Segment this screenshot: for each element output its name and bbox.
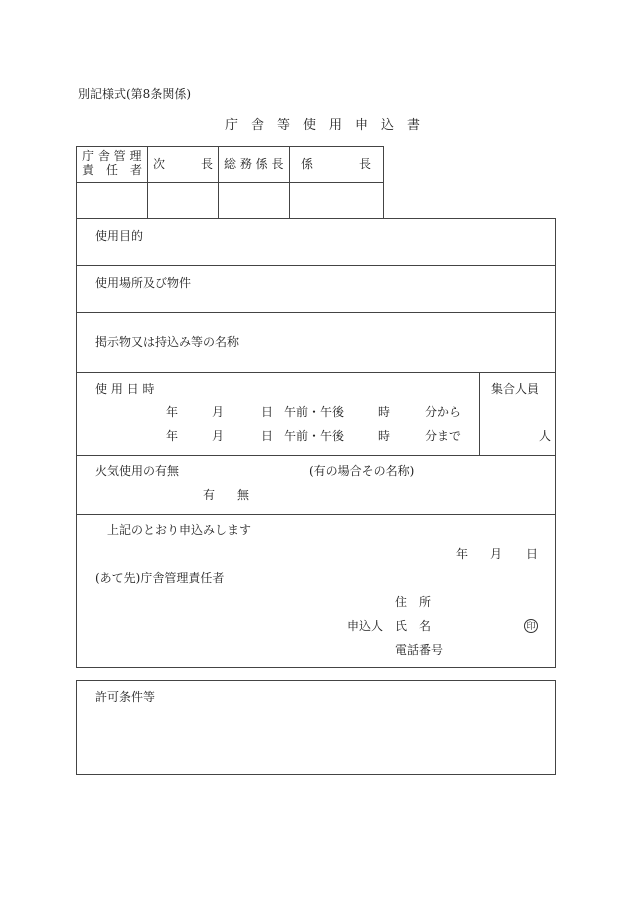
month-unit: 月 (212, 405, 225, 419)
name-label: 氏 名 (395, 619, 432, 633)
date-month-unit: 月 (490, 547, 503, 561)
minute-from-label: 分から (425, 405, 462, 419)
minute-until-label: 分まで (425, 429, 462, 443)
attendance-label: 集合人員 (491, 382, 540, 396)
fire-use-label: 火気使用の有無 (95, 464, 180, 478)
fire-yes-option: 有 (203, 488, 216, 502)
signage-label: 掲示物又は持込み等の名称 (95, 335, 240, 349)
ampm-label: 午前・午後 (284, 429, 345, 443)
ampm-label: 午前・午後 (284, 405, 345, 419)
day-unit: 日 (261, 429, 274, 443)
general-affairs-label: 総 務 係 長 (224, 157, 284, 171)
conditions-label: 許可条件等 (95, 690, 156, 704)
form-title: 庁 舎 等 使 用 申 込 書 (225, 118, 421, 133)
address-label: 住 所 (395, 595, 432, 609)
purpose-label: 使用目的 (95, 229, 144, 243)
application-statement: 上記のとおり申込みします (107, 523, 252, 537)
staff-label-first: 係 (301, 157, 314, 171)
hour-unit: 時 (378, 429, 391, 443)
month-unit: 月 (212, 429, 225, 443)
seal-icon: 印 (524, 619, 538, 633)
year-unit: 年 (166, 405, 179, 419)
manager-label-line1: 庁 舎 管 理 (82, 149, 142, 163)
day-unit: 日 (261, 405, 274, 419)
fire-use-note: (有の場合その名称) (309, 464, 415, 478)
datetime-label: 使 用 日 時 (95, 382, 155, 396)
date-day-unit: 日 (526, 547, 539, 561)
date-year-unit: 年 (456, 547, 469, 561)
fire-no-option: 無 (237, 488, 250, 502)
phone-label: 電話番号 (395, 643, 444, 657)
attendance-unit: 人 (539, 429, 552, 443)
manager-label-line2: 責 任 者 (82, 163, 143, 177)
place-label: 使用場所及び物件 (95, 276, 192, 290)
applicant-label: 申込人 (347, 619, 384, 633)
year-unit: 年 (166, 429, 179, 443)
staff-label-second: 長 (359, 157, 372, 171)
addressee: (あて先)庁舎管理責任者 (95, 571, 225, 585)
vice-label-first: 次 (153, 157, 166, 171)
hour-unit: 時 (378, 405, 391, 419)
vice-label-second: 長 (201, 157, 214, 171)
form-reference: 別記様式(第8条関係) (78, 87, 191, 101)
